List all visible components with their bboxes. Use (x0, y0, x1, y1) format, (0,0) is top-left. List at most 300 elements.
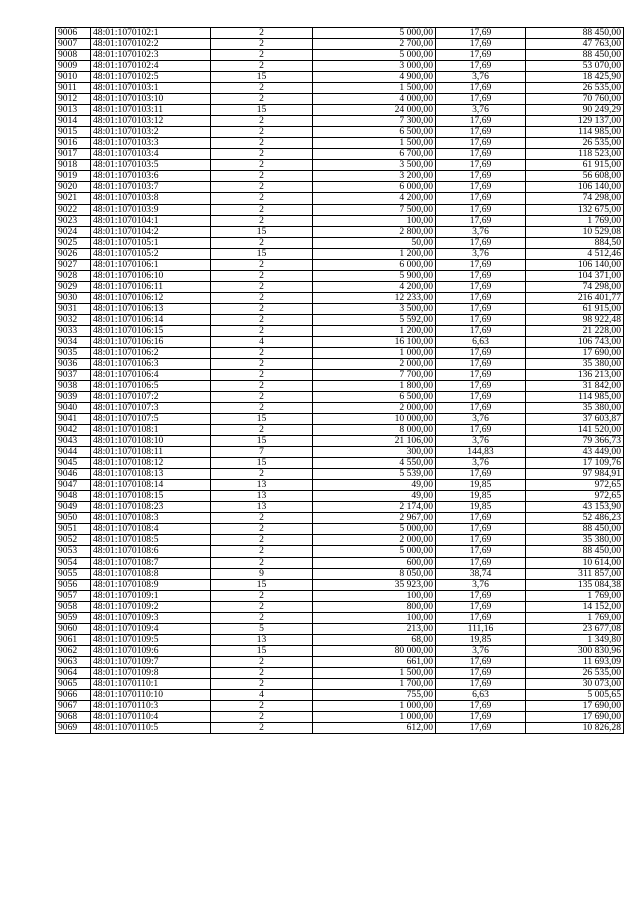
area-cell: 2 700,00 (313, 39, 436, 50)
group-code-cell: 7 (211, 447, 313, 458)
table-row (56, 160, 624, 171)
cadastral-number-cell: 48:01:1070108:5 (91, 535, 211, 546)
cadastral-value-cell: 26 535,00 (526, 83, 624, 94)
table-row (56, 281, 624, 292)
cadastral-number-cell: 48:01:1070106:2 (91, 347, 211, 358)
cadastral-number-cell: 48:01:1070109:8 (91, 667, 211, 678)
row-number-cell: 9014 (56, 116, 91, 127)
row-number-cell: 9012 (56, 94, 91, 105)
specific-value-cell: 6,63 (436, 336, 526, 347)
table-row (56, 612, 624, 623)
row-number-cell: 9057 (56, 590, 91, 601)
specific-value-cell: 17,69 (436, 524, 526, 535)
cadastral-number-cell: 48:01:1070103:12 (91, 116, 211, 127)
cadastral-number-cell: 48:01:1070108:14 (91, 480, 211, 491)
group-code-cell: 2 (211, 700, 313, 711)
area-cell: 2 800,00 (313, 226, 436, 237)
row-number-cell: 9047 (56, 480, 91, 491)
cadastral-value-cell: 56 608,00 (526, 171, 624, 182)
area-cell: 1 200,00 (313, 248, 436, 259)
row-number-cell: 9028 (56, 270, 91, 281)
table-row (56, 513, 624, 524)
area-cell: 2 000,00 (313, 535, 436, 546)
group-code-cell: 2 (211, 138, 313, 149)
row-number-cell: 9029 (56, 281, 91, 292)
area-cell: 100,00 (313, 590, 436, 601)
row-number-cell: 9020 (56, 182, 91, 193)
specific-value-cell: 3,76 (436, 226, 526, 237)
group-code-cell: 4 (211, 336, 313, 347)
cadastral-value-cell: 88 450,00 (526, 50, 624, 61)
row-number-cell: 9055 (56, 568, 91, 579)
cadastral-number-cell: 48:01:1070109:2 (91, 601, 211, 612)
table-row (56, 557, 624, 568)
cadastral-value-cell: 26 535,00 (526, 138, 624, 149)
cadastral-value-cell: 74 298,00 (526, 281, 624, 292)
specific-value-cell: 17,69 (436, 116, 526, 127)
group-code-cell: 2 (211, 171, 313, 182)
group-code-cell: 15 (211, 248, 313, 259)
row-number-cell: 9044 (56, 447, 91, 458)
row-number-cell: 9049 (56, 502, 91, 513)
cadastral-value-cell: 4 512,46 (526, 248, 624, 259)
table-row (56, 689, 624, 700)
group-code-cell: 2 (211, 281, 313, 292)
specific-value-cell: 17,69 (436, 667, 526, 678)
specific-value-cell: 17,69 (436, 127, 526, 138)
specific-value-cell: 17,69 (436, 138, 526, 149)
group-code-cell: 2 (211, 381, 313, 392)
cadastral-number-cell: 48:01:1070108:11 (91, 447, 211, 458)
cadastral-number-cell: 48:01:1070107:5 (91, 414, 211, 425)
group-code-cell: 2 (211, 292, 313, 303)
cadastral-value-table (55, 27, 624, 734)
cadastral-number-cell: 48:01:1070102:3 (91, 50, 211, 61)
row-number-cell: 9037 (56, 369, 91, 380)
area-cell: 4 200,00 (313, 193, 436, 204)
cadastral-number-cell: 48:01:1070103:2 (91, 127, 211, 138)
cadastral-number-cell: 48:01:1070103:10 (91, 94, 211, 105)
cadastral-value-cell: 1 349,80 (526, 634, 624, 645)
group-code-cell: 2 (211, 127, 313, 138)
area-cell: 1 500,00 (313, 83, 436, 94)
table-row (56, 546, 624, 557)
group-code-cell: 2 (211, 612, 313, 623)
group-code-cell: 2 (211, 392, 313, 403)
table-row (56, 127, 624, 138)
cadastral-number-cell: 48:01:1070103:7 (91, 182, 211, 193)
row-number-cell: 9009 (56, 61, 91, 72)
specific-value-cell: 17,69 (436, 678, 526, 689)
table-row (56, 303, 624, 314)
cadastral-value-cell: 106 140,00 (526, 259, 624, 270)
cadastral-number-cell: 48:01:1070104:2 (91, 226, 211, 237)
area-cell: 50,00 (313, 237, 436, 248)
area-cell: 4 200,00 (313, 281, 436, 292)
specific-value-cell: 38,74 (436, 568, 526, 579)
cadastral-number-cell: 48:01:1070107:2 (91, 392, 211, 403)
group-code-cell: 2 (211, 94, 313, 105)
specific-value-cell: 17,69 (436, 425, 526, 436)
area-cell: 600,00 (313, 557, 436, 568)
specific-value-cell: 17,69 (436, 215, 526, 226)
group-code-cell: 2 (211, 403, 313, 414)
row-number-cell: 9035 (56, 347, 91, 358)
group-code-cell: 2 (211, 61, 313, 72)
table-row (56, 579, 624, 590)
specific-value-cell: 17,69 (436, 722, 526, 733)
area-cell: 6 000,00 (313, 259, 436, 270)
cadastral-value-cell: 79 366,73 (526, 436, 624, 447)
row-number-cell: 9021 (56, 193, 91, 204)
specific-value-cell: 3,76 (436, 248, 526, 259)
specific-value-cell: 17,69 (436, 612, 526, 623)
group-code-cell: 2 (211, 557, 313, 568)
area-cell: 7 300,00 (313, 116, 436, 127)
specific-value-cell: 17,69 (436, 281, 526, 292)
group-code-cell: 2 (211, 83, 313, 94)
area-cell: 661,00 (313, 656, 436, 667)
cadastral-number-cell: 48:01:1070106:12 (91, 292, 211, 303)
group-code-cell: 15 (211, 645, 313, 656)
specific-value-cell: 17,69 (436, 83, 526, 94)
row-number-cell: 9025 (56, 237, 91, 248)
specific-value-cell: 17,69 (436, 369, 526, 380)
group-code-cell: 2 (211, 546, 313, 557)
cadastral-value-cell: 61 915,00 (526, 303, 624, 314)
specific-value-cell: 111,16 (436, 623, 526, 634)
cadastral-number-cell: 48:01:1070106:11 (91, 281, 211, 292)
group-code-cell: 2 (211, 270, 313, 281)
area-cell: 2 174,00 (313, 502, 436, 513)
cadastral-value-cell: 17 690,00 (526, 347, 624, 358)
cadastral-number-cell: 48:01:1070103:1 (91, 83, 211, 94)
area-cell: 1 000,00 (313, 700, 436, 711)
cadastral-number-cell: 48:01:1070110:10 (91, 689, 211, 700)
cadastral-value-cell: 53 070,00 (526, 61, 624, 72)
cadastral-value-cell: 129 137,00 (526, 116, 624, 127)
specific-value-cell: 3,76 (436, 579, 526, 590)
cadastral-value-cell: 98 922,48 (526, 314, 624, 325)
row-number-cell: 9069 (56, 722, 91, 733)
cadastral-number-cell: 48:01:1070108:15 (91, 491, 211, 502)
cadastral-number-cell: 48:01:1070106:16 (91, 336, 211, 347)
group-code-cell: 2 (211, 325, 313, 336)
cadastral-value-cell: 11 693,09 (526, 656, 624, 667)
area-cell: 68,00 (313, 634, 436, 645)
area-cell: 5 000,00 (313, 28, 436, 39)
specific-value-cell: 3,76 (436, 645, 526, 656)
specific-value-cell: 17,69 (436, 259, 526, 270)
group-code-cell: 2 (211, 237, 313, 248)
cadastral-number-cell: 48:01:1070106:14 (91, 314, 211, 325)
table-row (56, 711, 624, 722)
area-cell: 6 000,00 (313, 182, 436, 193)
table-row (56, 292, 624, 303)
area-cell: 4 900,00 (313, 72, 436, 83)
specific-value-cell: 144,83 (436, 447, 526, 458)
specific-value-cell: 17,69 (436, 303, 526, 314)
area-cell: 4 550,00 (313, 458, 436, 469)
specific-value-cell: 17,69 (436, 28, 526, 39)
row-number-cell: 9010 (56, 72, 91, 83)
area-cell: 24 000,00 (313, 105, 436, 116)
group-code-cell: 2 (211, 314, 313, 325)
table-row (56, 480, 624, 491)
cadastral-number-cell: 48:01:1070105:1 (91, 237, 211, 248)
cadastral-number-cell: 48:01:1070110:1 (91, 678, 211, 689)
cadastral-value-cell: 106 140,00 (526, 182, 624, 193)
cadastral-value-cell: 118 523,00 (526, 149, 624, 160)
group-code-cell: 2 (211, 711, 313, 722)
area-cell: 3 200,00 (313, 171, 436, 182)
table-row (56, 336, 624, 347)
specific-value-cell: 17,69 (436, 656, 526, 667)
table-row (56, 656, 624, 667)
row-number-cell: 9065 (56, 678, 91, 689)
cadastral-value-cell: 14 152,00 (526, 601, 624, 612)
area-cell: 2 000,00 (313, 403, 436, 414)
cadastral-value-cell: 104 371,00 (526, 270, 624, 281)
table-row (56, 678, 624, 689)
cadastral-value-cell: 35 380,00 (526, 403, 624, 414)
cadastral-number-cell: 48:01:1070106:13 (91, 303, 211, 314)
area-cell: 3 000,00 (313, 61, 436, 72)
cadastral-value-cell: 35 380,00 (526, 358, 624, 369)
cadastral-value-cell: 74 298,00 (526, 193, 624, 204)
cadastral-value-cell: 106 743,00 (526, 336, 624, 347)
table-row (56, 590, 624, 601)
cadastral-number-cell: 48:01:1070103:3 (91, 138, 211, 149)
table-row (56, 39, 624, 50)
cadastral-number-cell: 48:01:1070108:8 (91, 568, 211, 579)
specific-value-cell: 17,69 (436, 325, 526, 336)
specific-value-cell: 3,76 (436, 72, 526, 83)
group-code-cell: 15 (211, 579, 313, 590)
specific-value-cell: 17,69 (436, 469, 526, 480)
row-number-cell: 9008 (56, 50, 91, 61)
row-number-cell: 9039 (56, 392, 91, 403)
specific-value-cell: 3,76 (436, 105, 526, 116)
cadastral-value-cell: 300 830,96 (526, 645, 624, 656)
row-number-cell: 9019 (56, 171, 91, 182)
group-code-cell: 2 (211, 369, 313, 380)
cadastral-value-cell: 114 985,00 (526, 392, 624, 403)
row-number-cell: 9042 (56, 425, 91, 436)
group-code-cell: 13 (211, 480, 313, 491)
row-number-cell: 9027 (56, 259, 91, 270)
cadastral-value-cell: 43 449,00 (526, 447, 624, 458)
table-row (56, 94, 624, 105)
row-number-cell: 9032 (56, 314, 91, 325)
table-row (56, 436, 624, 447)
row-number-cell: 9033 (56, 325, 91, 336)
table-row (56, 50, 624, 61)
group-code-cell: 2 (211, 116, 313, 127)
area-cell: 6 700,00 (313, 149, 436, 160)
specific-value-cell: 17,69 (436, 347, 526, 358)
group-code-cell: 2 (211, 425, 313, 436)
cadastral-value-cell: 43 153,90 (526, 502, 624, 513)
table-row (56, 325, 624, 336)
group-code-cell: 2 (211, 347, 313, 358)
table-row (56, 369, 624, 380)
table-row (56, 667, 624, 678)
cadastral-value-cell: 88 450,00 (526, 28, 624, 39)
cadastral-number-cell: 48:01:1070102:1 (91, 28, 211, 39)
cadastral-value-cell: 10 529,08 (526, 226, 624, 237)
specific-value-cell: 17,69 (436, 381, 526, 392)
group-code-cell: 2 (211, 678, 313, 689)
table-row (56, 72, 624, 83)
group-code-cell: 2 (211, 39, 313, 50)
cadastral-number-cell: 48:01:1070108:23 (91, 502, 211, 513)
cadastral-number-cell: 48:01:1070109:7 (91, 656, 211, 667)
cadastral-number-cell: 48:01:1070103:9 (91, 204, 211, 215)
table-row (56, 138, 624, 149)
specific-value-cell: 17,69 (436, 160, 526, 171)
table-row (56, 458, 624, 469)
cadastral-value-cell: 21 228,00 (526, 325, 624, 336)
cadastral-number-cell: 48:01:1070103:8 (91, 193, 211, 204)
cadastral-number-cell: 48:01:1070108:9 (91, 579, 211, 590)
table-row (56, 722, 624, 733)
table-row (56, 358, 624, 369)
specific-value-cell: 17,69 (436, 535, 526, 546)
area-cell: 3 500,00 (313, 160, 436, 171)
cadastral-number-cell: 48:01:1070106:1 (91, 259, 211, 270)
cadastral-number-cell: 48:01:1070108:6 (91, 546, 211, 557)
table-row (56, 193, 624, 204)
row-number-cell: 9040 (56, 403, 91, 414)
row-number-cell: 9063 (56, 656, 91, 667)
row-number-cell: 9016 (56, 138, 91, 149)
area-cell: 213,00 (313, 623, 436, 634)
group-code-cell: 2 (211, 590, 313, 601)
specific-value-cell: 3,76 (436, 414, 526, 425)
cadastral-value-cell: 884,50 (526, 237, 624, 248)
area-cell: 300,00 (313, 447, 436, 458)
table-row (56, 392, 624, 403)
area-cell: 1 800,00 (313, 381, 436, 392)
specific-value-cell: 19,85 (436, 634, 526, 645)
table-row (56, 447, 624, 458)
group-code-cell: 2 (211, 259, 313, 270)
cadastral-number-cell: 48:01:1070106:5 (91, 381, 211, 392)
table-row (56, 524, 624, 535)
row-number-cell: 9062 (56, 645, 91, 656)
row-number-cell: 9026 (56, 248, 91, 259)
cadastral-value-cell: 10 614,00 (526, 557, 624, 568)
table-row (56, 535, 624, 546)
cadastral-value-cell: 37 603,87 (526, 414, 624, 425)
area-cell: 5 539,00 (313, 469, 436, 480)
specific-value-cell: 17,69 (436, 204, 526, 215)
row-number-cell: 9056 (56, 579, 91, 590)
row-number-cell: 9067 (56, 700, 91, 711)
area-cell: 1 500,00 (313, 138, 436, 149)
table-row (56, 171, 624, 182)
row-number-cell: 9013 (56, 105, 91, 116)
cadastral-value-cell: 17 109,76 (526, 458, 624, 469)
cadastral-number-cell: 48:01:1070108:10 (91, 436, 211, 447)
cadastral-number-cell: 48:01:1070106:4 (91, 369, 211, 380)
cadastral-value-cell: 136 213,00 (526, 369, 624, 380)
row-number-cell: 9050 (56, 513, 91, 524)
row-number-cell: 9061 (56, 634, 91, 645)
cadastral-value-cell: 61 915,00 (526, 160, 624, 171)
area-cell: 21 106,00 (313, 436, 436, 447)
group-code-cell: 2 (211, 28, 313, 39)
cadastral-value-cell: 90 249,29 (526, 105, 624, 116)
group-code-cell: 2 (211, 182, 313, 193)
area-cell: 7 700,00 (313, 369, 436, 380)
row-number-cell: 9052 (56, 535, 91, 546)
row-number-cell: 9058 (56, 601, 91, 612)
table-row (56, 116, 624, 127)
cadastral-value-cell: 216 401,77 (526, 292, 624, 303)
specific-value-cell: 3,76 (436, 436, 526, 447)
area-cell: 5 592,00 (313, 314, 436, 325)
area-cell: 5 900,00 (313, 270, 436, 281)
cadastral-value-cell: 17 690,00 (526, 711, 624, 722)
area-cell: 80 000,00 (313, 645, 436, 656)
table-row (56, 61, 624, 72)
area-cell: 7 500,00 (313, 204, 436, 215)
cadastral-value-cell: 88 450,00 (526, 524, 624, 535)
row-number-cell: 9030 (56, 292, 91, 303)
cadastral-number-cell: 48:01:1070108:7 (91, 557, 211, 568)
table-body (56, 28, 624, 734)
group-code-cell: 2 (211, 215, 313, 226)
table-row (56, 425, 624, 436)
area-cell: 6 500,00 (313, 127, 436, 138)
group-code-cell: 2 (211, 149, 313, 160)
table-row (56, 215, 624, 226)
cadastral-number-cell: 48:01:1070110:3 (91, 700, 211, 711)
cadastral-value-cell: 972,65 (526, 480, 624, 491)
cadastral-number-cell: 48:01:1070103:11 (91, 105, 211, 116)
table-row (56, 491, 624, 502)
area-cell: 1 200,00 (313, 325, 436, 336)
cadastral-value-cell: 1 769,00 (526, 590, 624, 601)
cadastral-number-cell: 48:01:1070109:4 (91, 623, 211, 634)
specific-value-cell: 17,69 (436, 711, 526, 722)
specific-value-cell: 17,69 (436, 358, 526, 369)
cadastral-number-cell: 48:01:1070102:4 (91, 61, 211, 72)
table-row (56, 259, 624, 270)
cadastral-value-cell: 1 769,00 (526, 215, 624, 226)
area-cell: 10 000,00 (313, 414, 436, 425)
specific-value-cell: 19,85 (436, 502, 526, 513)
specific-value-cell: 17,69 (436, 182, 526, 193)
row-number-cell: 9023 (56, 215, 91, 226)
group-code-cell: 2 (211, 160, 313, 171)
specific-value-cell: 17,69 (436, 590, 526, 601)
area-cell: 3 500,00 (313, 303, 436, 314)
specific-value-cell: 17,69 (436, 94, 526, 105)
area-cell: 12 233,00 (313, 292, 436, 303)
group-code-cell: 9 (211, 568, 313, 579)
group-code-cell: 4 (211, 689, 313, 700)
specific-value-cell: 17,69 (436, 292, 526, 303)
group-code-cell: 2 (211, 513, 313, 524)
area-cell: 16 100,00 (313, 336, 436, 347)
row-number-cell: 9051 (56, 524, 91, 535)
row-number-cell: 9059 (56, 612, 91, 623)
cadastral-value-cell: 972,65 (526, 491, 624, 502)
group-code-cell: 15 (211, 72, 313, 83)
